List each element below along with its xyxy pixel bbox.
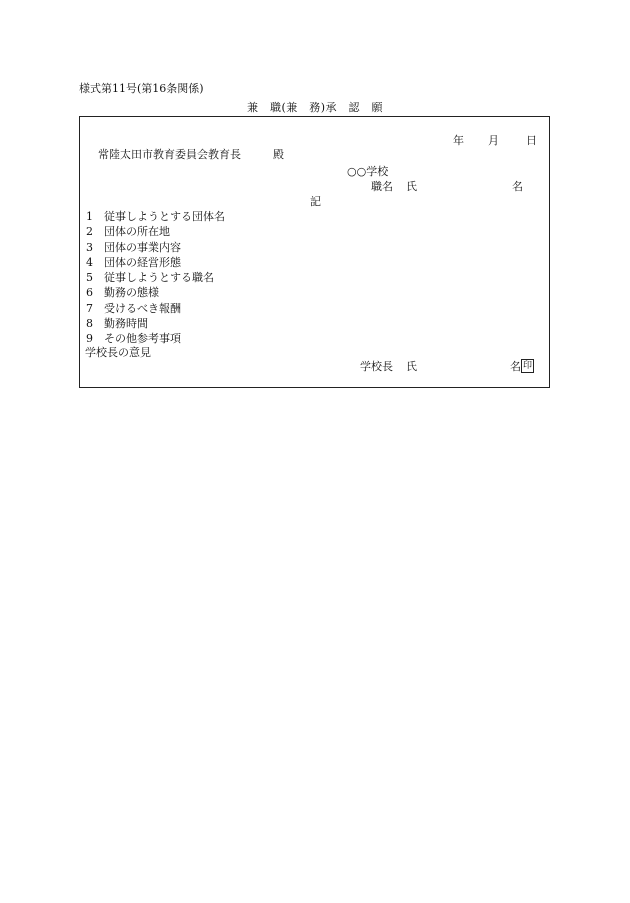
list-item [86, 240, 225, 255]
list-item [86, 255, 225, 270]
items-list [86, 209, 225, 347]
addressee-honorific: 殿 [273, 148, 284, 161]
application-form-box [79, 116, 550, 388]
list-item [86, 301, 225, 316]
date-day-label: 日 [526, 134, 537, 147]
item-number: 8 [86, 317, 93, 331]
item-label: 勤務時間 [104, 317, 148, 331]
applicant-school: ○○学校 [347, 165, 389, 178]
item-number: 9 [86, 332, 93, 346]
list-item [86, 270, 225, 285]
item-label: 勤務の態様 [104, 286, 159, 300]
seal-box: 印 [522, 361, 532, 371]
principal-title-label: 学校長 [360, 360, 393, 373]
item-number: 6 [86, 286, 93, 300]
item-label: 従事しようとする団体名 [104, 210, 225, 223]
item-number: 3 [86, 240, 93, 254]
applicant-name-mei: 名 [512, 180, 523, 193]
item-number: 1 [86, 210, 93, 223]
document-title: 兼 職(兼 務)承 認 願 [246, 101, 384, 114]
item-label: 従事しようとする職名 [104, 271, 214, 285]
item-label: 団体の所在地 [104, 225, 170, 239]
list-item [86, 224, 225, 239]
list-item [86, 209, 225, 224]
item-label: 受けるべき報酬 [104, 301, 181, 315]
addressee: 常陸太田市教育委員会教育長 [98, 148, 241, 161]
item-label: 団体の事業内容 [104, 240, 181, 254]
item-number: 4 [86, 255, 93, 269]
applicant-title-label: 職名 [371, 180, 393, 193]
date-year-label: 年 [453, 134, 464, 147]
list-item [86, 331, 225, 346]
applicant-name-shi: 氏 [406, 180, 417, 193]
list-item [86, 316, 225, 331]
list-item [86, 285, 225, 300]
item-number: 5 [86, 271, 93, 285]
principal-opinion-label: 学校長の意見 [85, 346, 151, 359]
date-month-label: 月 [488, 134, 499, 147]
form-number: 様式第11号(第16条関係) [79, 82, 204, 95]
item-number: 7 [86, 301, 93, 315]
principal-name-shi: 氏 [406, 360, 417, 373]
principal-name-mei: 名 [510, 360, 521, 373]
item-label: その他参考事項 [104, 332, 181, 346]
item-number: 2 [86, 225, 93, 239]
ki-heading: 記 [310, 195, 321, 208]
item-label: 団体の経営形態 [104, 255, 181, 269]
